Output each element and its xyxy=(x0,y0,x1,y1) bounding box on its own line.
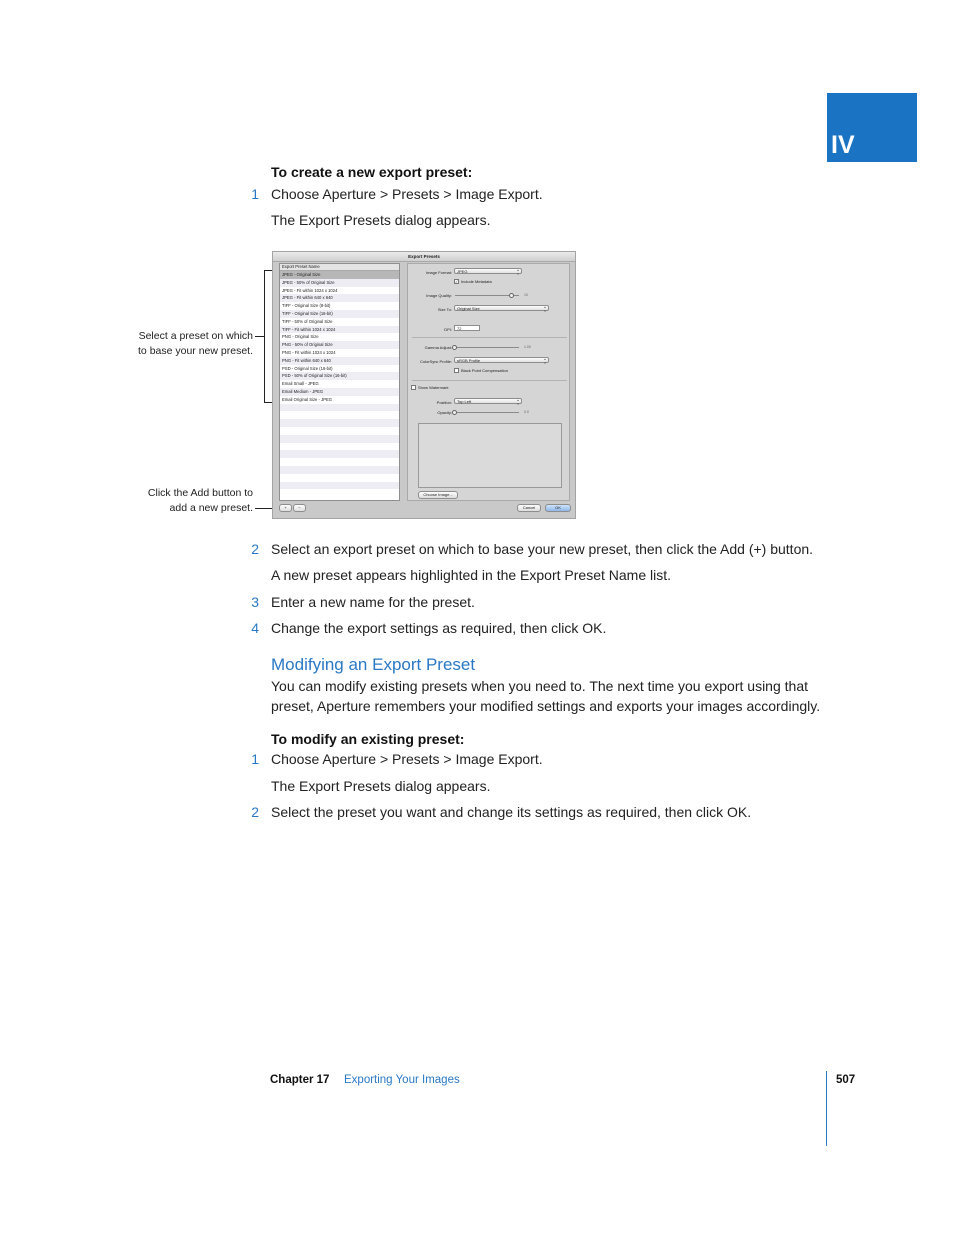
footer-chapter: Chapter 17 xyxy=(270,1074,330,1086)
empty-row[interactable] xyxy=(280,443,399,451)
gamma-knob[interactable] xyxy=(452,345,457,350)
opacity-knob[interactable] xyxy=(452,410,457,415)
preset-row[interactable]: JPEG - Fit within 640 x 640 xyxy=(280,294,399,302)
watermark-preview-well[interactable] xyxy=(418,423,562,488)
step-number: 1 xyxy=(251,751,259,767)
preset-row[interactable]: Email Original Size - JPEG xyxy=(282,396,333,402)
empty-row[interactable] xyxy=(280,427,399,435)
step-result: A new preset appears highlighted in the Export Preset Name list. xyxy=(271,567,671,583)
position-popup[interactable]: Top Left ▴▾ xyxy=(454,398,522,404)
preset-row[interactable]: TIFF - Original Size (16-bit) xyxy=(280,310,399,318)
black-point-checkbox[interactable] xyxy=(454,368,459,373)
procedure-heading: To create a new export preset: xyxy=(271,164,473,180)
include-metadata-label: Include Metadata xyxy=(461,279,492,284)
image-quality-value: 10 xyxy=(524,293,528,297)
gamma-value: 1.00 xyxy=(524,345,531,349)
callout-bracket-top xyxy=(264,270,272,271)
preset-row[interactable]: TIFF - Original Size (8-bit) xyxy=(282,303,331,309)
callout-bracket-bottom xyxy=(264,402,272,403)
callout-add-button xyxy=(100,486,253,516)
footer-rule xyxy=(826,1071,827,1146)
procedure-heading: To modify an existing preset: xyxy=(271,731,465,747)
page-number: 507 xyxy=(836,1074,856,1086)
separator xyxy=(412,380,567,381)
preset-row[interactable]: PSD - 50% of Original Size (16-bit) xyxy=(280,372,399,380)
step-number: 2 xyxy=(251,804,259,820)
section-paragraph-line: preset, Aperture remembers your modified settings and exports your images accordingly. xyxy=(271,698,821,714)
ok-button[interactable]: OK xyxy=(545,504,571,512)
image-quality-knob[interactable] xyxy=(509,293,514,298)
callout-leader xyxy=(255,336,264,337)
empty-row[interactable] xyxy=(280,482,399,490)
step-text: Choose Aperture > Presets > Image Export. xyxy=(271,751,543,767)
position-label: Position: xyxy=(436,400,452,405)
step-text: Enter a new name for the preset. xyxy=(271,594,475,610)
opacity-slider[interactable] xyxy=(455,412,519,413)
preset-row[interactable]: PNG - Fit within 640 x 640 xyxy=(280,357,399,365)
callout-line: Select a preset on which xyxy=(138,330,253,342)
preset-row[interactable]: Email Medium - JPEG xyxy=(280,388,399,396)
preset-list[interactable] xyxy=(279,263,400,501)
preset-row[interactable]: PNG - 50% of Original Size xyxy=(280,341,399,349)
callout-select-preset xyxy=(100,329,253,359)
dpi-label: DPI: xyxy=(444,327,452,332)
preset-row[interactable]: TIFF - Fit within 1024 x 1024 xyxy=(280,326,399,334)
preset-row[interactable]: PNG - Fit within 1024 x 1024 xyxy=(282,349,336,355)
show-watermark-label: Show Watermark xyxy=(418,385,449,390)
callout-line: to base your new preset. xyxy=(138,345,253,357)
colorsync-label: ColorSync Profile: xyxy=(419,359,452,364)
step-text: Change the export settings as required, then click OK. xyxy=(271,620,607,636)
settings-panel xyxy=(407,263,570,501)
choose-image-button[interactable]: Choose Image... xyxy=(418,491,458,499)
list-header[interactable]: Export Preset Name xyxy=(280,264,399,271)
empty-row[interactable] xyxy=(280,411,399,419)
opacity-label: Opacity: xyxy=(437,410,452,415)
empty-row[interactable] xyxy=(280,458,399,466)
empty-row[interactable] xyxy=(280,404,399,412)
section-paragraph-line: You can modify existing presets when you need to. The next time you export using that xyxy=(271,678,808,694)
size-to-label: Size To: xyxy=(437,307,452,312)
step-number: 4 xyxy=(251,620,259,636)
gamma-slider[interactable] xyxy=(455,347,519,348)
step-text: Choose Aperture > Presets > Image Export. xyxy=(271,186,543,202)
step-number: 3 xyxy=(251,594,259,610)
image-format-popup[interactable]: JPEG ▴▾ xyxy=(454,268,522,274)
step-text: Select an export preset on which to base your new preset, then click the Add (+) button. xyxy=(271,541,814,557)
preset-row[interactable]: Email Small - JPEG xyxy=(282,381,319,387)
step-number: 2 xyxy=(251,541,259,557)
dpi-field[interactable]: 72 xyxy=(454,325,480,331)
export-presets-dialog xyxy=(272,251,576,519)
part-label: IV xyxy=(831,131,855,159)
gamma-label: Gamma Adjust: xyxy=(424,345,452,350)
empty-row[interactable] xyxy=(280,419,399,427)
dialog-title: Export Presets xyxy=(408,254,440,259)
part-tab xyxy=(827,93,917,162)
empty-row[interactable] xyxy=(280,489,399,497)
preset-rows xyxy=(280,271,399,497)
opacity-value: 0.0 xyxy=(524,410,529,414)
step-number: 1 xyxy=(251,186,259,202)
cancel-button[interactable]: Cancel xyxy=(517,504,541,512)
preset-row[interactable]: TIFF - 50% of Original Size xyxy=(282,318,333,324)
include-metadata-checkbox[interactable]: ✓ xyxy=(455,279,459,284)
callout-line: Click the Add button to xyxy=(147,487,253,499)
preset-row[interactable]: JPEG - Original Size xyxy=(280,271,399,279)
footer-chapter-title: Exporting Your Images xyxy=(344,1074,460,1086)
image-format-label: Image Format: xyxy=(425,270,452,275)
section-title: Modifying an Export Preset xyxy=(271,655,476,674)
dialog-titlebar xyxy=(273,252,575,262)
remove-preset-button[interactable]: − xyxy=(293,504,306,512)
empty-row[interactable] xyxy=(280,474,399,482)
size-to-popup[interactable]: Original Size ▴▾ xyxy=(454,305,549,311)
step-result: The Export Presets dialog appears. xyxy=(271,778,491,794)
black-point-label: Black Point Compensation xyxy=(461,368,508,373)
empty-row[interactable] xyxy=(280,435,399,443)
separator xyxy=(412,337,567,338)
colorsync-popup[interactable]: sRGB Profile ▴▾ xyxy=(454,357,549,363)
preset-row[interactable]: JPEG - 50% of Original Size xyxy=(280,279,399,287)
image-quality-label: Image Quality: xyxy=(426,293,452,298)
show-watermark-checkbox[interactable] xyxy=(411,385,416,390)
step-text: Select the preset you want and change its settings as required, then click OK. xyxy=(271,804,752,820)
preset-row[interactable]: PNG - Original Size xyxy=(282,334,319,340)
add-preset-button[interactable]: + xyxy=(279,504,292,512)
preset-row[interactable]: PSD - Original Size (16-bit) xyxy=(282,365,333,371)
step-result: The Export Presets dialog appears. xyxy=(271,212,491,228)
empty-row[interactable] xyxy=(280,466,399,474)
preset-row[interactable]: JPEG - Fit within 1024 x 1024 xyxy=(282,287,338,293)
callout-line: add a new preset. xyxy=(169,502,253,514)
callout-bracket xyxy=(264,270,265,402)
empty-row[interactable] xyxy=(280,450,399,458)
